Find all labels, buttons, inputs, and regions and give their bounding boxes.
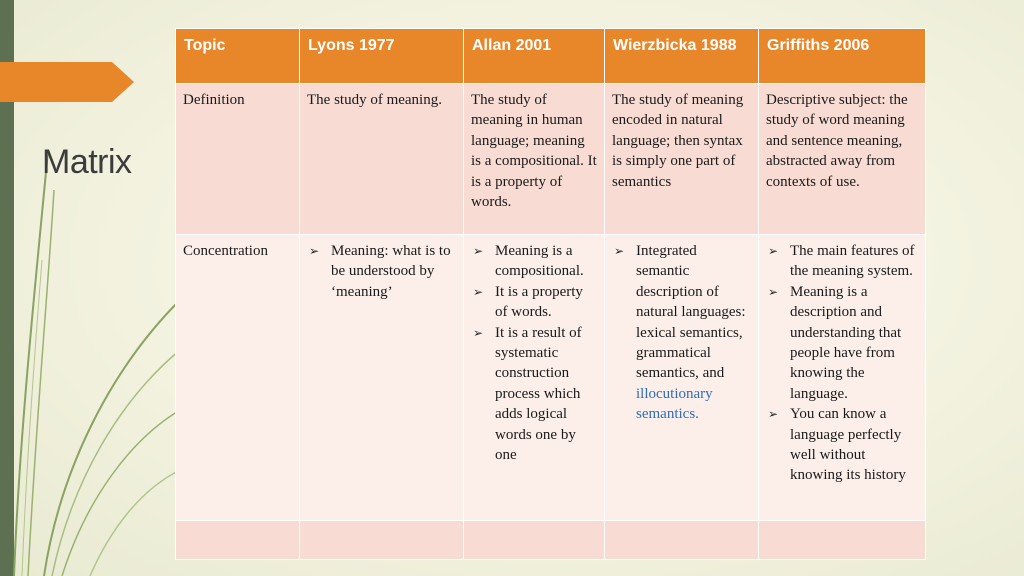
- empty-cell: [300, 521, 464, 560]
- griffiths-bullet-list: [766, 241, 918, 486]
- definition-lyons: The study of meaning.: [300, 84, 464, 235]
- list-item: [612, 241, 751, 425]
- list-item: ➢ The main features of the meaning system.: [766, 241, 918, 282]
- list-item: ➢ Meaning: what is to be understood by ‘meaning’: [307, 241, 456, 302]
- wierzbicka-bullet-list: [612, 241, 751, 425]
- comparison-matrix: [175, 28, 926, 560]
- header-griffiths: Griffiths 2006: [759, 29, 926, 84]
- concentration-griffiths: [759, 235, 926, 521]
- wierzbicka-text: Integrated semantic description of natural languages: lexical semantics, grammatical semantics, and: [636, 243, 746, 382]
- concentration-label: Concentration: [176, 235, 300, 521]
- allan-bullet-list: [471, 241, 597, 465]
- definition-label: Definition: [176, 84, 300, 235]
- empty-row: [176, 521, 926, 560]
- concentration-lyons: [300, 235, 464, 521]
- concentration-row: [176, 235, 926, 521]
- definition-griffiths: Descriptive subject: the study of word meaning and sentence meaning, abstracted away from contexts of use.: [759, 84, 926, 235]
- orange-arrow-tab: [0, 62, 134, 102]
- header-row: [176, 29, 926, 84]
- list-item: ➢ You can know a language perfectly well without knowing its history: [766, 404, 918, 486]
- header-lyons: Lyons 1977: [300, 29, 464, 84]
- illocutionary-semantics-link[interactable]: illocutionary semantics.: [636, 385, 713, 423]
- empty-cell: [176, 521, 300, 560]
- empty-cell: [464, 521, 605, 560]
- header-wierzbicka: Wierzbicka 1988: [605, 29, 759, 84]
- definition-row: [176, 84, 926, 235]
- header-allan: Allan 2001: [464, 29, 605, 84]
- slide-title: Matrix: [42, 143, 132, 181]
- header-topic: Topic: [176, 29, 300, 84]
- concentration-wierzbicka: [605, 235, 759, 521]
- list-item: ➢ Meaning is a description and understanding that people have from knowing the language.: [766, 282, 918, 404]
- list-item: ➢ It is a property of words.: [471, 282, 597, 323]
- list-item: ➢ Meaning is a compositional.: [471, 241, 597, 282]
- empty-cell: [759, 521, 926, 560]
- concentration-allan: [464, 235, 605, 521]
- definition-wierzbicka: The study of meaning encoded in natural language; then syntax is simply one part of semantics: [605, 84, 759, 235]
- list-item: ➢ It is a result of systematic construction process which adds logical words one by one: [471, 323, 597, 466]
- lyons-bullet-list: [307, 241, 456, 302]
- empty-cell: [605, 521, 759, 560]
- definition-allan: The study of meaning in human language; meaning is a compositional. It is a property of words.: [464, 84, 605, 235]
